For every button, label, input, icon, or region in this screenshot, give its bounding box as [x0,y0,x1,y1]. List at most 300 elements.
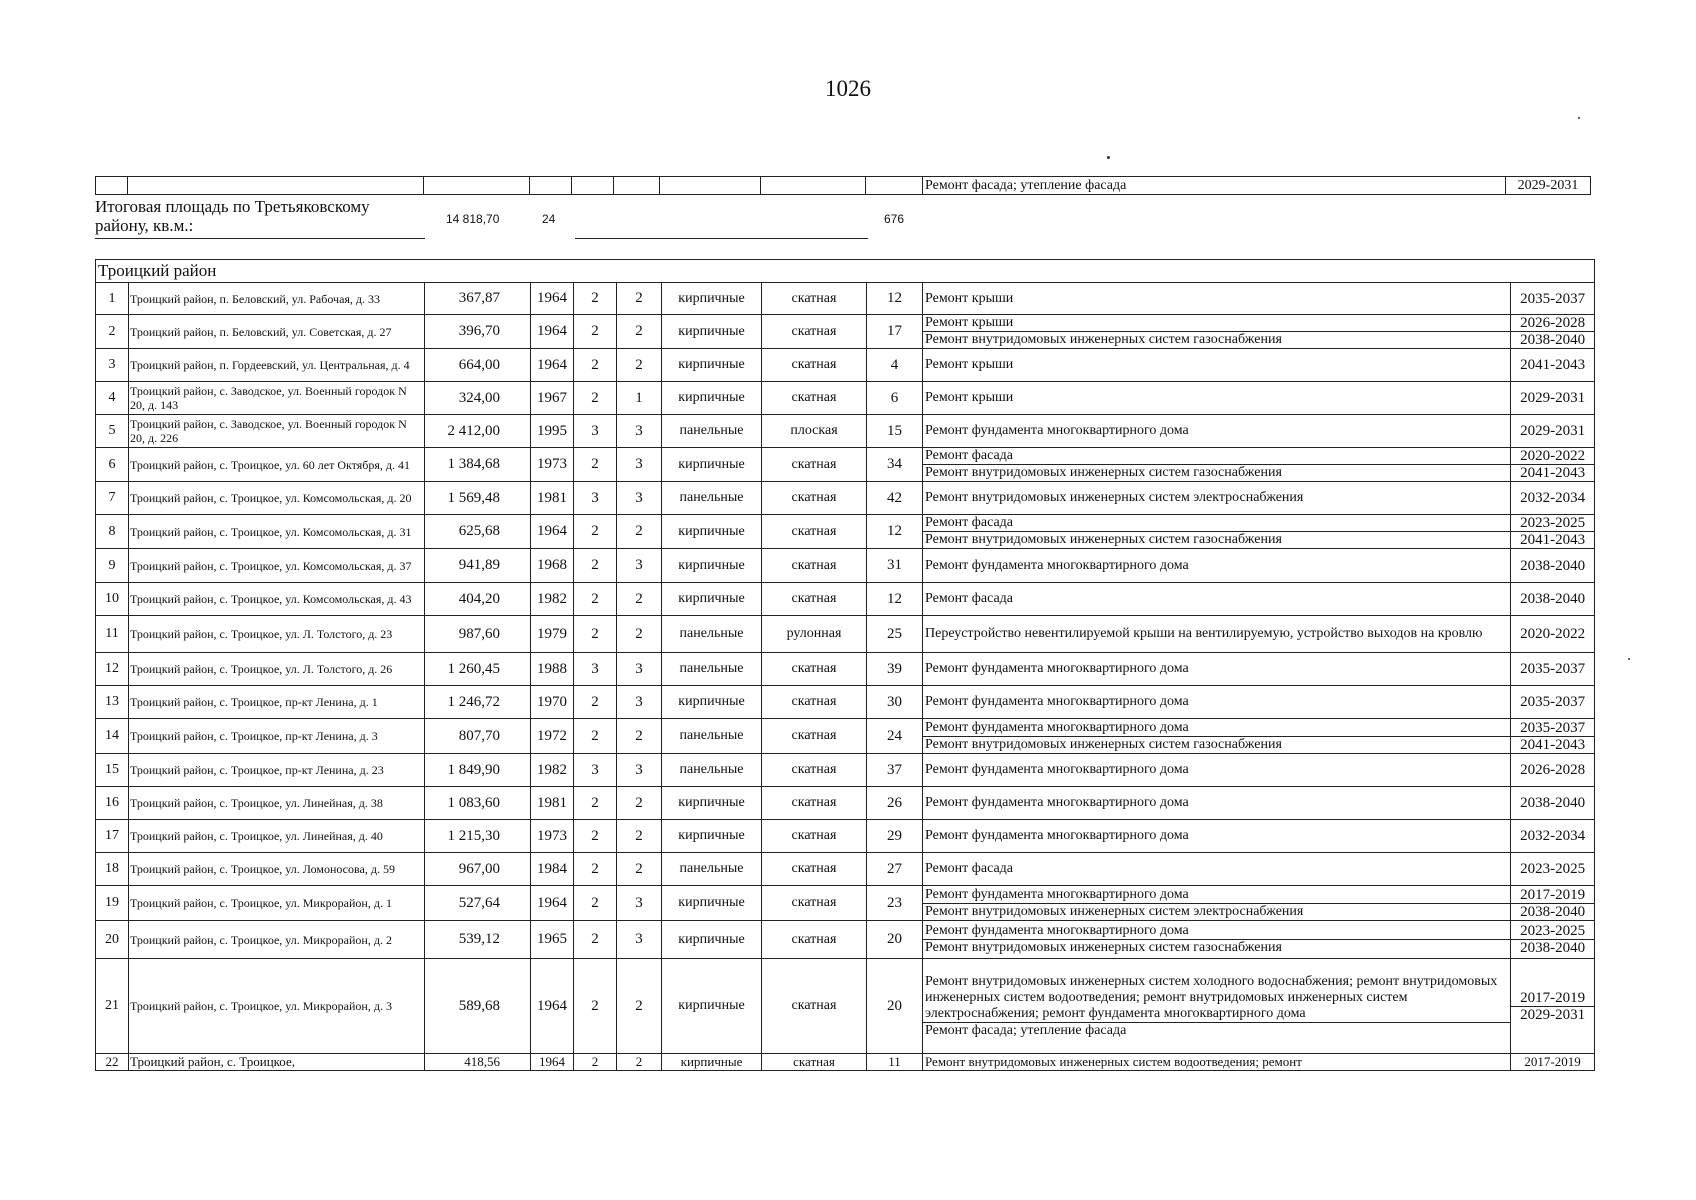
row-number: 6 [96,448,129,482]
year-cell: 1982 [531,583,574,616]
roof-cell: скатная [762,283,867,315]
cell-empty [866,177,923,195]
work-item: Ремонт внутридомовых инженерных систем газоснабжения [923,736,1510,753]
total-apartments: 676 [884,212,905,226]
row-number: 16 [96,787,129,820]
period-item: 2026-2028 [1520,762,1586,778]
table-row [96,886,1595,921]
period-item: 2041-2043 [1511,531,1594,548]
entrances-cell: 3 [617,448,662,482]
period-cell [1511,515,1595,549]
cell-empty [761,177,866,195]
area-cell: 324,00 [425,382,531,415]
area-cell: 664,00 [425,349,531,382]
area-cell: 625,68 [425,515,531,549]
walls-cell: кирпичные [662,448,762,482]
apartments-cell: 15 [867,415,923,448]
period-cell [1511,415,1595,448]
work-cell: Ремонт фасада; утепление фасада [923,177,1506,195]
total-label: Итоговая площадь по Третьяковскому району, кв.м.: [95,197,370,235]
table-row [96,853,1595,886]
area-cell: 941,89 [425,549,531,583]
work-cell [923,820,1511,853]
work-item: Ремонт фасада [925,861,1014,876]
table-row [96,482,1595,515]
roof-cell: скатная [762,549,867,583]
cell-empty [424,177,530,195]
roof-cell: скатная [762,921,867,959]
entrances-cell: 3 [617,653,662,686]
work-item: Ремонт крыши [925,315,1014,330]
roof-cell: скатная [762,886,867,921]
period-cell [1511,787,1595,820]
period-item: 2035-2037 [1520,290,1586,307]
work-cell [923,549,1511,583]
work-item: Ремонт фундамента многоквартирного дома [925,423,1189,438]
address-cell: Троицкий район, с. Троицкое, ул. Микрорайон, д. 3 [129,959,425,1054]
walls-cell: кирпичные [662,549,762,583]
apartments-cell: 23 [867,886,923,921]
address-cell: Троицкий район, с. Троицкое, ул. Ломоносова, д. 59 [129,853,425,886]
entrances-cell: 1 [617,382,662,415]
area-cell: 527,64 [425,886,531,921]
floors-cell: 2 [574,616,617,653]
walls-cell: панельные [662,754,762,787]
address-cell: Троицкий район, с. Троицкое, ул. Линейная, д. 38 [129,787,425,820]
row-number: 20 [96,921,129,959]
year-cell: 1995 [531,415,574,448]
row-number: 7 [96,482,129,515]
roof-cell: скатная [762,686,867,719]
walls-cell: панельные [662,616,762,653]
entrances-cell: 2 [617,787,662,820]
area-cell: 967,00 [425,853,531,886]
area-cell: 1 569,48 [425,482,531,515]
year-cell: 1968 [531,549,574,583]
period-item: 2035-2037 [1520,661,1586,677]
row-number: 22 [96,1054,129,1071]
address-cell: Троицкий район, с. Троицкое, ул. Комсомольская, д. 20 [129,482,425,515]
work-item: Ремонт фасада [925,591,1014,606]
work-cell [923,921,1511,959]
work-item: Ремонт внутридомовых инженерных систем электроснабжения [923,903,1510,920]
address-cell: Троицкий район, с. Троицкое, ул. Комсомольская, д. 31 [129,515,425,549]
floors-cell: 3 [574,482,617,515]
entrances-cell: 2 [617,283,662,315]
period-cell [1511,616,1595,653]
total-houses: 24 [542,212,556,226]
period-cell [1511,686,1595,719]
work-item: Ремонт фундамента многоквартирного дома [925,661,1189,676]
entrances-cell: 2 [617,853,662,886]
floors-cell: 2 [574,549,617,583]
address-cell: Троицкий район, с. Троицкое, ул. Микрорайон, д. 1 [129,886,425,921]
table-row [96,686,1595,719]
apartments-cell: 25 [867,616,923,653]
scan-speck [1107,156,1110,159]
total-area: 14 818,70 [446,212,500,226]
roof-cell: скатная [762,482,867,515]
walls-cell: кирпичные [662,382,762,415]
apartments-cell: 30 [867,686,923,719]
apartments-cell: 20 [867,959,923,1054]
table-row [96,349,1595,382]
table-row [96,549,1595,583]
entrances-cell: 3 [617,921,662,959]
entrances-cell: 2 [617,315,662,349]
address-cell: Троицкий район, п. Гордеевский, ул. Центральная, д. 4 [129,349,425,382]
entrances-cell: 3 [617,482,662,515]
entrances-cell: 3 [617,686,662,719]
walls-cell: панельные [662,853,762,886]
cell-empty [614,177,660,195]
table-row [96,787,1595,820]
work-cell [923,349,1511,382]
work-item: Ремонт внутридомовых инженерных систем газоснабжения [923,331,1510,348]
address-cell: Троицкий район, с. Троицкое, пр-кт Ленина, д. 23 [129,754,425,787]
address-cell: Троицкий район, с. Троицкое, пр-кт Ленина, д. 1 [129,686,425,719]
walls-cell: кирпичные [662,686,762,719]
apartments-cell: 12 [867,583,923,616]
row-number: 12 [96,653,129,686]
apartments-cell: 29 [867,820,923,853]
apartments-cell: 27 [867,853,923,886]
apartments-cell: 17 [867,315,923,349]
floors-cell: 2 [574,283,617,315]
floors-cell: 2 [574,1054,617,1071]
year-cell: 1964 [531,959,574,1054]
period-item: 2035-2037 [1520,694,1586,710]
entrances-cell: 2 [617,719,662,754]
period-item: 2038-2040 [1520,591,1586,607]
work-item: Ремонт крыши [925,290,1014,306]
floors-cell: 3 [574,754,617,787]
row-number: 17 [96,820,129,853]
table-row [96,719,1595,754]
roof-cell: плоская [762,415,867,448]
total-underline [575,238,868,239]
period-cell [1511,549,1595,583]
work-cell [923,686,1511,719]
address-cell: Троицкий район, с. Троицкое, ул. Л. Толстого, д. 26 [129,653,425,686]
period-item: 2026-2028 [1520,315,1586,331]
table-row [96,754,1595,787]
row-number: 9 [96,549,129,583]
period-cell [1511,349,1595,382]
table-row [96,921,1595,959]
year-cell: 1979 [531,616,574,653]
total-underline [95,238,425,239]
walls-cell: панельные [662,482,762,515]
scan-speck [1578,117,1580,119]
floors-cell: 2 [574,886,617,921]
roof-cell: рулонная [762,616,867,653]
houses-table [95,259,1595,1071]
row-number: 21 [96,959,129,1054]
entrances-cell: 2 [617,583,662,616]
period-cell [1511,959,1595,1054]
walls-cell: кирпичные [662,349,762,382]
table-row [96,283,1595,315]
walls-cell: кирпичные [662,515,762,549]
row-number: 10 [96,583,129,616]
work-item: Ремонт фундамента многоквартирного дома [925,923,1189,938]
work-item: Ремонт фундамента многоквартирного дома [925,886,1189,902]
floors-cell: 2 [574,583,617,616]
year-cell: 1965 [531,921,574,959]
year-cell: 1970 [531,686,574,719]
walls-cell: панельные [662,415,762,448]
entrances-cell: 2 [617,959,662,1054]
floors-cell: 2 [574,686,617,719]
row-number: 8 [96,515,129,549]
area-cell: 1 260,45 [425,653,531,686]
address-cell: Троицкий район, с. Троицкое, ул. Комсомольская, д. 37 [129,549,425,583]
period-cell [1511,448,1595,482]
work-cell [923,382,1511,415]
row-number: 1 [96,283,129,315]
floors-cell: 2 [574,349,617,382]
table-row [96,1054,1595,1071]
apartments-cell: 42 [867,482,923,515]
year-cell: 1964 [531,283,574,315]
address-cell: Троицкий район, с. Троицкое, ул. Комсомольская, д. 43 [129,583,425,616]
row-number: 11 [96,616,129,653]
area-cell: 1 083,60 [425,787,531,820]
period-item: 2029-2031 [1520,390,1586,406]
address-cell: Троицкий район, с. Троицкое, ул. Линейная, д. 40 [129,820,425,853]
table-row [96,448,1595,482]
floors-cell: 3 [574,415,617,448]
period-item: 2041-2043 [1511,736,1594,753]
work-cell [923,482,1511,515]
walls-cell: кирпичные [662,959,762,1054]
period-item: 2029-2031 [1511,1006,1594,1023]
year-cell: 1964 [531,515,574,549]
floors-cell: 2 [574,382,617,415]
roof-cell: скатная [762,583,867,616]
period-cell [1511,382,1595,415]
period-item: 2023-2025 [1520,861,1586,877]
row-number: 19 [96,886,129,921]
work-item: Ремонт фасада; утепление фасада [923,1022,1510,1039]
year-cell: 1988 [531,653,574,686]
cell-empty [128,177,424,195]
work-cell [923,959,1511,1054]
period-item: 2032-2034 [1520,828,1586,844]
year-cell: 1967 [531,382,574,415]
period-item: 2041-2043 [1511,464,1594,481]
table-row [96,415,1595,448]
entrances-cell: 3 [617,754,662,787]
apartments-cell: 12 [867,283,923,315]
roof-cell: скатная [762,382,867,415]
area-cell: 1 215,30 [425,820,531,853]
floors-cell: 2 [574,515,617,549]
year-cell: 1984 [531,853,574,886]
area-cell: 367,87 [425,283,531,315]
period-cell [1511,283,1595,315]
row-number: 5 [96,415,129,448]
roof-cell: скатная [762,754,867,787]
work-cell [923,415,1511,448]
period-item: 2029-2031 [1520,423,1586,439]
entrances-cell: 2 [617,515,662,549]
cell-empty [530,177,572,195]
period-cell [1511,719,1595,754]
area-cell: 1 384,68 [425,448,531,482]
period-item: 2023-2025 [1520,923,1586,939]
floors-cell: 2 [574,853,617,886]
walls-cell: панельные [662,653,762,686]
apartments-cell: 24 [867,719,923,754]
apartments-cell: 39 [867,653,923,686]
table-row [96,616,1595,653]
scan-speck [1628,658,1630,660]
period-cell [1511,921,1595,959]
period-item: 2038-2040 [1511,331,1594,348]
walls-cell: кирпичные [662,787,762,820]
table-row [96,583,1595,616]
row-number: 18 [96,853,129,886]
roof-cell: скатная [762,349,867,382]
work-item: Ремонт фундамента многоквартирного дома [925,557,1189,573]
region-row [96,260,1595,283]
work-item: Ремонт фундамента многоквартирного дома [925,828,1189,843]
apartments-cell: 37 [867,754,923,787]
work-cell [923,448,1511,482]
work-item: Переустройство невентилируемой крыши на вентилируемую, устройство выходов на кровлю [925,626,1483,641]
address-cell: Троицкий район, с. Троицкое, пр-кт Ленина, д. 3 [129,719,425,754]
work-item: Ремонт внутридомовых инженерных систем газоснабжения [923,464,1510,481]
area-cell: 1 246,72 [425,686,531,719]
work-cell [923,853,1511,886]
period-item: 2038-2040 [1520,795,1586,811]
work-item: Ремонт внутридомовых инженерных систем водоотведения; ремонт [925,1054,1302,1069]
work-item: Ремонт фасада [925,515,1014,530]
walls-cell: кирпичные [662,283,762,315]
address-cell: Троицкий район, с. Троицкое, [129,1054,425,1071]
entrances-cell: 2 [617,616,662,653]
floors-cell: 2 [574,820,617,853]
year-cell: 1964 [531,315,574,349]
apartments-cell: 6 [867,382,923,415]
period-item: 2017-2019 [1520,886,1586,903]
row-number: 14 [96,719,129,754]
walls-cell: кирпичные [662,820,762,853]
work-cell [923,283,1511,315]
period-cell [1511,754,1595,787]
period-cell [1511,853,1595,886]
entrances-cell: 2 [617,349,662,382]
year-cell: 1973 [531,820,574,853]
work-item: Ремонт фундамента многоквартирного дома [925,719,1189,735]
apartments-cell: 11 [867,1054,923,1071]
work-cell [923,616,1511,653]
area-cell: 589,68 [425,959,531,1054]
apartments-cell: 20 [867,921,923,959]
period-cell [1511,1054,1595,1071]
floors-cell: 2 [574,719,617,754]
address-cell: Троицкий район, с. Троицкое, ул. 60 лет Октября, д. 41 [129,448,425,482]
work-item: Ремонт крыши [925,390,1014,405]
floors-cell: 3 [574,653,617,686]
roof-cell: скатная [762,820,867,853]
walls-cell: кирпичные [662,315,762,349]
work-cell [923,653,1511,686]
work-item: Ремонт фасада [925,448,1014,463]
cell-empty [660,177,761,195]
address-cell: Троицкий район, п. Беловский, ул. Рабочая, д. 33 [129,283,425,315]
apartments-cell: 4 [867,349,923,382]
work-cell [923,315,1511,349]
entrances-cell: 2 [617,820,662,853]
roof-cell: скатная [762,853,867,886]
work-cell [923,515,1511,549]
page-number: 1026 [825,76,871,101]
area-cell: 987,60 [425,616,531,653]
period-cell: 2029-2031 [1506,177,1591,195]
roof-cell: скатная [762,719,867,754]
row-number: 13 [96,686,129,719]
row-number: 3 [96,349,129,382]
work-item: Ремонт внутридомовых инженерных систем холодного водоснабжения; ремонт внутридомовых инженерных систем водоотведения; ремонт внутридомовых инженерных систем электроснабжения; ремонт фундамента многоквартирного дома [925,973,1498,1021]
area-cell: 2 412,00 [425,415,531,448]
area-cell: 1 849,90 [425,754,531,787]
region-title: Троицкий район [96,260,1595,283]
table-row [96,959,1595,1054]
walls-cell: кирпичные [662,886,762,921]
period-item: 2023-2025 [1520,515,1586,531]
apartments-cell: 26 [867,787,923,820]
period-item: 2017-2019 [1524,1054,1581,1069]
table-row [96,315,1595,349]
table-row [96,653,1595,686]
period-item: 2020-2022 [1520,626,1586,642]
work-item: Ремонт внутридомовых инженерных систем электроснабжения [925,490,1304,505]
apartments-cell: 12 [867,515,923,549]
cell-empty [96,177,128,195]
work-item: Ремонт крыши [925,357,1014,372]
area-cell: 807,70 [425,719,531,754]
period-item: 2032-2034 [1520,490,1586,506]
period-item: 2038-2040 [1520,557,1586,574]
address-cell: Троицкий район, с. Заводское, ул. Военный городок N 20, д. 226 [129,415,425,448]
roof-cell: скатная [762,315,867,349]
period-item: 2035-2037 [1520,719,1586,736]
year-cell: 1964 [531,1054,574,1071]
year-cell: 1981 [531,482,574,515]
entrances-cell: 3 [617,415,662,448]
roof-cell: скатная [762,959,867,1054]
roof-cell: скатная [762,653,867,686]
row-number: 4 [96,382,129,415]
walls-cell: кирпичные [662,921,762,959]
table-row [96,382,1595,415]
period-item: 2017-2019 [1520,989,1586,1006]
area-cell: 396,70 [425,315,531,349]
walls-cell: панельные [662,719,762,754]
work-item: Ремонт внутридомовых инженерных систем газоснабжения [923,939,1510,956]
work-cell [923,787,1511,820]
area-cell: 404,20 [425,583,531,616]
period-cell [1511,820,1595,853]
floors-cell: 2 [574,315,617,349]
entrances-cell: 3 [617,886,662,921]
area-cell: 539,12 [425,921,531,959]
table-row [96,820,1595,853]
period-item: 2038-2040 [1511,939,1594,956]
